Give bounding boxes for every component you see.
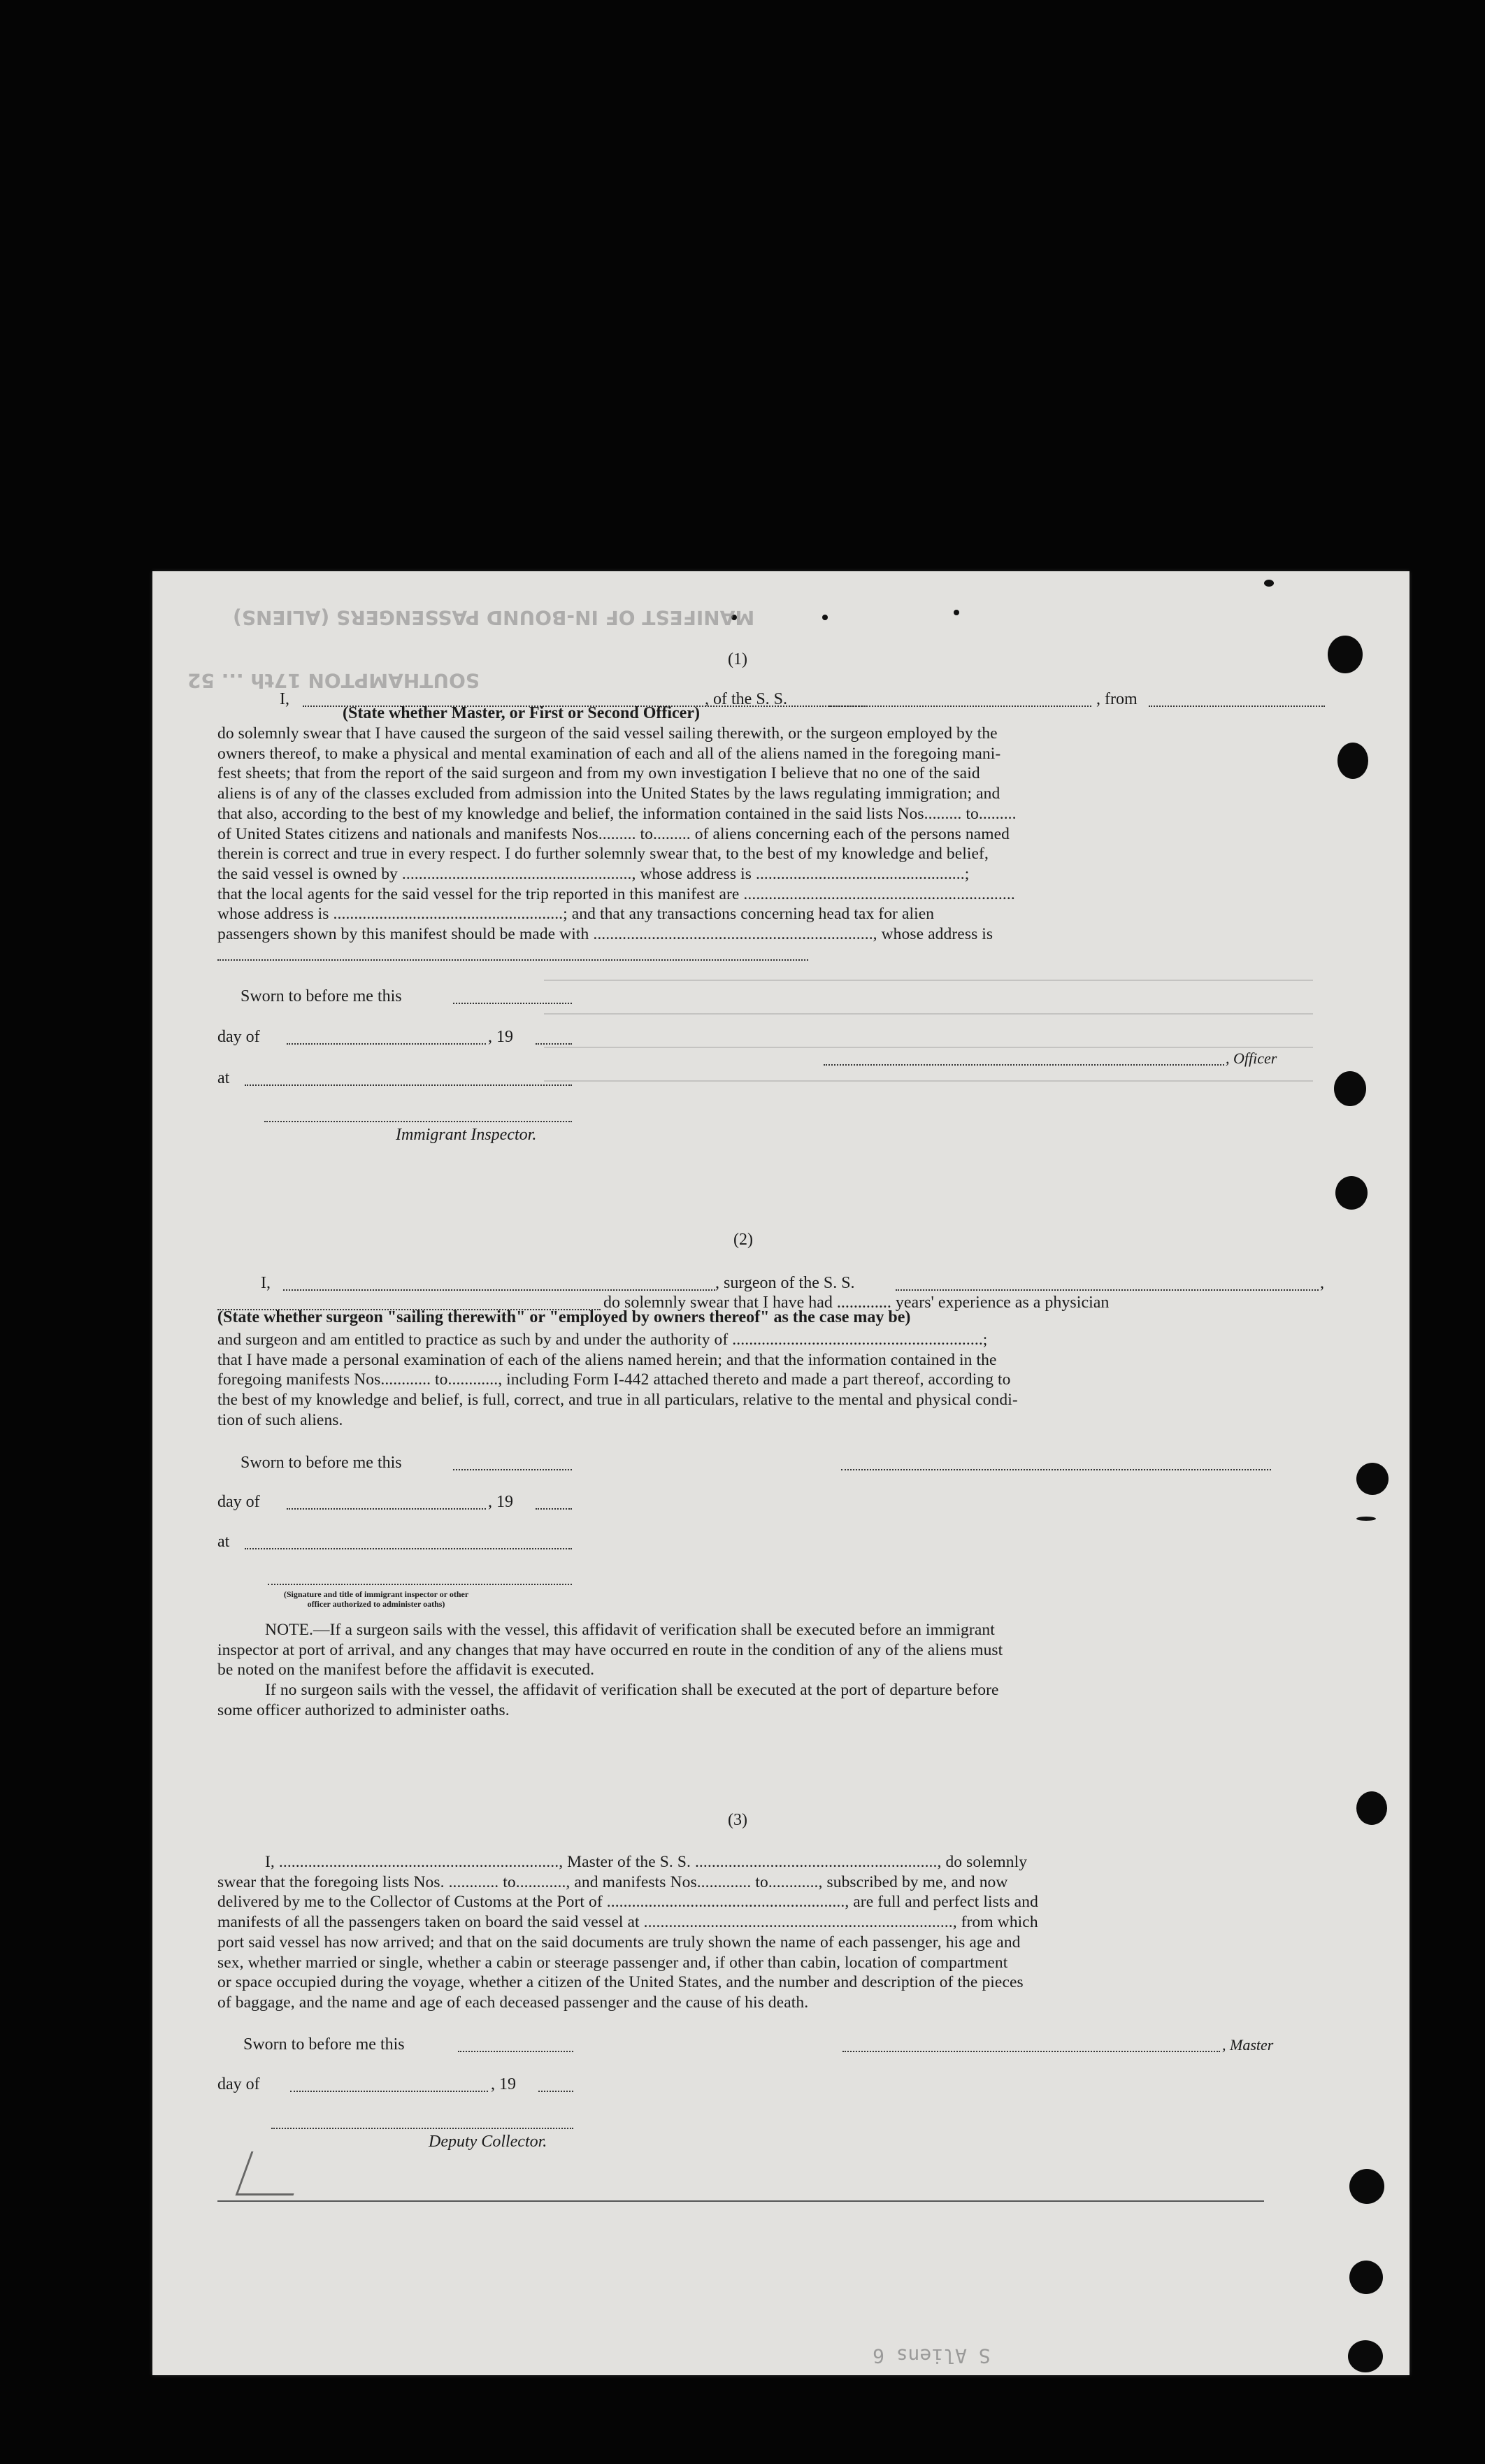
punch-hole-1 (1328, 636, 1363, 673)
s2-at-label: at (217, 1533, 230, 1551)
bleed-through-ship-line: SOUTHAMPTON 17th ... 52 (187, 669, 480, 692)
punch-hole-5 (1356, 1463, 1389, 1495)
s2-day-of-label: day of (217, 1493, 260, 1511)
s2-oath-body: and surgeon and am entitled to practice as such by and under the authority of ............................................................; that I have made a personal examination of each of the aliens named herein; and that the information contained in the foregoing manifests Nos............ to............, including Form I-442 attached thereto and made a part thereof, according to the best of my knowledge and belief, is full, correct, and true in all particulars, relative to the mental and physical condi- tion of such aliens. (217, 1331, 1018, 1429)
s1-sworn-field[interactable] (453, 1003, 572, 1004)
punch-hole-8 (1349, 2261, 1383, 2294)
s1-address-continuation[interactable] (217, 959, 808, 961)
section-1-number: (1) (728, 650, 747, 668)
s3-oath-body: I, ..................................................................., Master of the S. S. .........................................................., do solemnly swear that the foregoing lists Nos. ............ to............, and manifests Nos............. to............, subscribed by me, and now delivered by me to the Collector of Customs at the Port of ........................................................., are full and perfect lists and manifests of all the passengers taken on board the said vessel at .........................................................................., from which port said vessel has now arrived; and that on the said documents are truly shown the name of each passenger, his age and sex, whether married or single, whether a cabin or steerage passenger and, if other than cabin, location of compartment or space occupied during the voyage, whether a citizen of the United States, and the number and description of the pieces of baggage, and the name and age of each deceased passenger and the cause of his death. (217, 1853, 1038, 2012)
punch-hole-9 (1348, 2340, 1383, 2372)
s1-at-field[interactable] (245, 1084, 572, 1086)
punch-hole-6 (1356, 1791, 1387, 1825)
s2-ship-comma: , (1320, 1274, 1324, 1292)
s1-day-of-label: day of (217, 1028, 260, 1046)
s1-day-field[interactable] (287, 1043, 486, 1045)
punch-hole-7 (1349, 2169, 1384, 2204)
s3-bottom-rule (217, 2200, 1264, 2202)
s1-officer-label: , Officer (1226, 1050, 1277, 1067)
s1-sworn-label: Sworn to before me this (241, 987, 402, 1005)
s3-master-label: , Master (1222, 2036, 1274, 2054)
s2-surgeon-sig-field[interactable] (841, 1469, 1271, 1470)
s1-year-label: , 19 (488, 1028, 513, 1046)
punch-hole-2 (1337, 743, 1368, 779)
s2-ship-label: , surgeon of the S. S. (715, 1274, 855, 1292)
s1-from-label: , from (1096, 690, 1138, 708)
s1-inspector-sig-field[interactable] (264, 1121, 572, 1122)
bleed-through-stamp: S Aliens 6 (873, 2344, 991, 2368)
ink-mark (822, 615, 828, 620)
s2-note-heading: NOTE. (265, 1621, 314, 1639)
s2-ship-field[interactable] (896, 1289, 1319, 1291)
s3-sworn-field[interactable] (458, 2051, 573, 2052)
section-2-number: (2) (733, 1231, 753, 1249)
s2-role-note: (State whether surgeon "sailing therewith" or "employed by owners thereof" as the case may be) (217, 1308, 911, 1326)
s1-year-field[interactable] (536, 1043, 572, 1045)
manifest-affidavit-sheet (152, 571, 1409, 2375)
punch-hole-3 (1334, 1071, 1366, 1106)
punch-hole-4 (1335, 1176, 1368, 1210)
s1-from-field[interactable] (1149, 705, 1325, 707)
s2-i-label: I, (261, 1274, 271, 1292)
s2-inspector-sig-field[interactable] (268, 1584, 572, 1585)
s2-sig-note: (Signature and title of immigrant inspector or other officer authorized to administer oaths) (283, 1589, 469, 1609)
s3-year-label: , 19 (491, 2075, 516, 2093)
s2-day-field[interactable] (287, 1508, 486, 1510)
s1-at-label: at (217, 1069, 230, 1087)
s1-i-label: I, (280, 690, 289, 708)
bleed-through-table (544, 949, 1313, 1103)
s1-role-note: (State whether Master, or First or Second Officer) (343, 704, 700, 722)
s2-sworn-field[interactable] (453, 1469, 572, 1470)
s3-master-sig-field[interactable] (842, 2051, 1220, 2052)
s3-day-field[interactable] (290, 2091, 488, 2092)
ink-mark (1264, 580, 1274, 587)
s3-year-field[interactable] (538, 2091, 573, 2092)
s1-officer-sig-field[interactable] (824, 1064, 1224, 1066)
s1-inspector-label: Immigrant Inspector. (396, 1126, 537, 1144)
s1-ship-field[interactable] (829, 705, 1091, 707)
s2-year-label: , 19 (488, 1493, 513, 1511)
s2-experience-line: do solemnly swear that I have had ............. years' experience as a physician (603, 1294, 1110, 1312)
ink-mark (954, 610, 959, 615)
pencil-scribble (236, 2151, 310, 2196)
s2-sworn-label: Sworn to before me this (241, 1454, 402, 1472)
s3-deputy-label: Deputy Collector. (429, 2133, 547, 2151)
s2-year-field[interactable] (536, 1508, 572, 1510)
s3-day-of-label: day of (217, 2075, 260, 2093)
s2-name-field[interactable] (283, 1289, 715, 1291)
s3-collector-sig-field[interactable] (271, 2128, 573, 2129)
s3-sworn-label: Sworn to before me this (243, 2035, 405, 2054)
s1-ship-label: , of the S. S. (705, 690, 788, 708)
s1-oath-body: do solemnly swear that I have caused the surgeon of the said vessel sailing therewith, or the surgeon employed by the owners thereof, to make a physical and mental examination of each and all of the aliens named in the foregoing mani- fest sheets; that from the report of the said surgeon and from my own investigation I believe that no one of the said aliens is of any of the classes excluded from admission into the United States by the laws regulating immigration; and that also, according to the best of my knowledge and belief, the information contained in the said lists Nos......... to......... of United States citizens and nationals and manifests Nos......... to......... of aliens concerning each of the persons named therein is correct and true in every respect. I do further solemnly swear that, to the best of my knowledge and belief, the said vessel is owned by ......................................................., whose address is ..................................................; that the local agents for the said vessel for the trip reported in this manifest are ................................................................. whose address is .......................................................; and that any transactions concerning head tax for alien passengers shown by this manifest should be made with ..................................................................., whose address is (217, 724, 1017, 944)
s2-note: NOTE.—If a surgeon sails with the vessel, this affidavit of verification shall be executed before an immigrant inspector at port of arrival, and any changes that may have occurred en route in the condition of any of the aliens must be noted on the manifest before the affidavit is executed. If no surgeon sails with the vessel, the affidavit of verification shall be executed at the port of departure before some officer authorized to administer oaths. (217, 1621, 1003, 1719)
bleed-through-header: MANIFEST OF IN-BOUND PASSENGERS (ALIENS) (233, 606, 755, 629)
s2-at-field[interactable] (245, 1548, 572, 1549)
section-3-number: (3) (728, 1811, 747, 1829)
ink-mark (1356, 1517, 1376, 1521)
